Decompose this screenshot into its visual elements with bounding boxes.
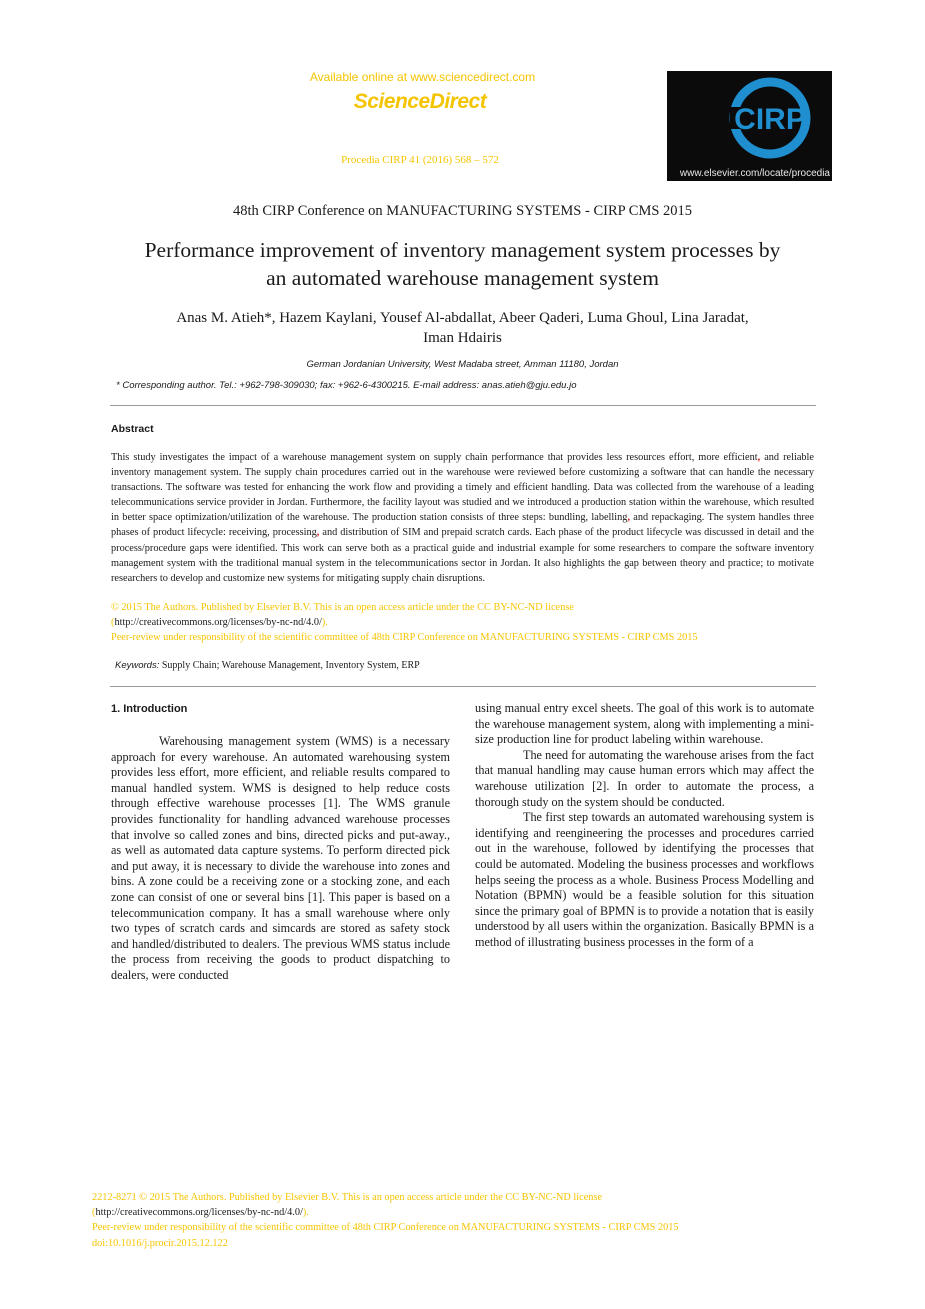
title-line-1: Performance improvement of inventory management system processes by [144, 238, 781, 262]
license-block [111, 600, 814, 645]
body-column-right [475, 701, 814, 951]
author-list [100, 308, 825, 348]
copyright-line: © 2015 The Authors. Published by Elsevier B.V. This is an open access article under the CC BY-NC-ND license [111, 602, 574, 613]
abstract-mark-3: , [316, 527, 320, 539]
abstract-heading: Abstract [111, 423, 154, 435]
divider-top [110, 405, 816, 406]
abstract-mark-2: , [627, 512, 631, 524]
divider-bottom [110, 686, 816, 687]
keywords-label: Keywords: [115, 660, 160, 671]
title-line-2: an automated warehouse management system [266, 266, 659, 290]
footer-license [92, 1190, 832, 1251]
peer-review-line: Peer-review under responsibility of the scientific committee of 48th CIRP Conference on MANUFACTURING SYSTEMS - CIRP CMS 2015 [111, 632, 698, 644]
cirp-logo-text: CIRP [734, 103, 806, 136]
abstract-body [111, 450, 814, 586]
elsevier-url: www.elsevier.com/locate/procedia [679, 168, 830, 179]
license-link[interactable]: http://creativecommons.org/licenses/by-nc-nd/4.0/ [114, 617, 322, 629]
footer-close-paren: ). [302, 1207, 309, 1219]
affiliation: German Jordanian University, West Madaba street, Amman 11180, Jordan [306, 359, 619, 370]
license-line [111, 615, 814, 630]
footer-doi[interactable]: doi:10.1016/j.procir.2015.12.122 [92, 1237, 228, 1249]
abstract-mark-1: , [757, 452, 761, 463]
intro-paragraph-continued: using manual entry excel sheets. The goal of this work is to automate the warehouse management system, along with implementing a mini-size production line for product labeling within warehouse. [475, 701, 814, 747]
footer-copyright: 2212-8271 © 2015 The Authors. Published by Elsevier B.V. This is an open access article under the CC BY-NC-ND license [92, 1192, 603, 1203]
abstract-text-1: This study investigates the impact of a warehouse management system on supply chain performance that provides less resources effort, more efficient [111, 452, 758, 463]
intro-paragraph-3: The first step towards an automated warehousing system is identifying and reengineering the processes and procedures carried out in the warehouse, followed by identifying the processes that could be automated. Modeling the business processes and workflows helps seeing the process as a whole. Business Process Modelling and Notation (BPMN) would be a feasible solution for this situation since the primary goal of BPMN is to provide a notation that is easily understood by all users within the organization. Basically BPMN is a method of illustrating business processes in the form of a [475, 810, 814, 949]
cirp-logo [667, 71, 832, 181]
section-heading-introduction: 1. Introduction [111, 703, 188, 715]
keywords [115, 660, 815, 671]
sciencedirect-brand: ScienceDirect [353, 90, 487, 113]
footer-license-link[interactable]: http://creativecommons.org/licenses/by-nc-nd/4.0/ [95, 1207, 303, 1219]
conference-name: 48th CIRP Conference on MANUFACTURING SYSTEMS - CIRP CMS 2015 [232, 203, 693, 219]
journal-reference: Procedia CIRP 41 (2016) 568 – 572 [341, 154, 499, 166]
license-close-paren: ). [321, 617, 328, 629]
abstract-text-3: and repackaging. The system handles three phases of product lifecycle: receiving, processing [111, 512, 814, 539]
keywords-text: Supply Chain; Warehouse Management, Inventory System, ERP [159, 660, 420, 671]
authors-line-1: Anas M. Atieh*, Hazem Kaylani, Yousef Al-abdallat, Abeer Qaderi, Luma Ghoul, Lina Jaradat, [176, 310, 749, 326]
available-online-text: Available online at www.sciencedirect.com [309, 70, 536, 84]
body-column-left [111, 734, 450, 984]
footer-open-paren: ( [92, 1207, 96, 1219]
corresponding-author: * Corresponding author. Tel.: +962-798-309030; fax: +962-6-4300215. E-mail address: anas.atieh@gju.edu.jo [116, 380, 577, 391]
paper-title [100, 236, 825, 292]
cirp-logo-graphic [667, 71, 832, 181]
license-open-paren: ( [111, 617, 115, 629]
intro-paragraph-1: Warehousing management system (WMS) is a necessary approach for every warehouse. An automated warehousing system provides less effort, more efficient, and reliable results compared to manual handled system. WMS is designed to help reduce costs through effective warehouse processes [1]. The WMS granule provides functionality for handling advanced warehouse processes that involve so called zones and bins, directed picks and put-away., as well as automated data capture systems. To perform directed pick and put away, it is necessary to divide the warehouse into zones and bins. A zone could be a receiving zone or a stocking zone, and each zone can consist of one or several bins [1]. This paper is based on a telecommunication company. It has a small warehouse where only two types of scratch cards and simcards are stored as safety stock and handled/distributed to dealers. The previous WMS status include the process from receiving the goods to product dispatching to dealers, were conducted [111, 734, 450, 982]
abstract-text-2: and reliable inventory management system. The supply chain procedures carried out in the warehouse were reviewed before customizing a software that can handle the necessary transactions. The software was tested for enhancing the work flow and providing a timely and efficient handling. Data was collected from the warehouse of a leading telecommunications service provider in Jordan. Furthermore, the facility layout was studied and we introduced a production station within the warehouse, which resulted in better space optimization/utilization of the warehouse. The production station consists of three steps: bundling, labelling [111, 452, 814, 524]
abstract-text-4: and distribution of SIM and prepaid scratch cards. Each phase of the product lifecycle was discussed in detail and the process/procedure gaps were identified. This work can serve both as a practical guide and industrial example for some researchers to compare the software inventory management system with the traditional manual system in the telecommunications sector in Jordan. It also highlights the gap between theory and practice; to motivate researchers to develop and customize new systems for mitigating supply chain disruptions. [111, 527, 814, 584]
footer-peer-review: Peer-review under responsibility of the scientific committee of 48th CIRP Conference on MANUFACTURING SYSTEMS - CIRP CMS 2015 [92, 1222, 679, 1234]
footer-license-line [92, 1205, 832, 1220]
intro-paragraph-2: The need for automating the warehouse arises from the fact that manual handling may cause human errors which may affect the warehouse utilization [2]. In order to automate the process, a thorough study on the system should be conducted. [475, 747, 814, 809]
authors-line-2: Iman Hdairis [423, 330, 502, 346]
